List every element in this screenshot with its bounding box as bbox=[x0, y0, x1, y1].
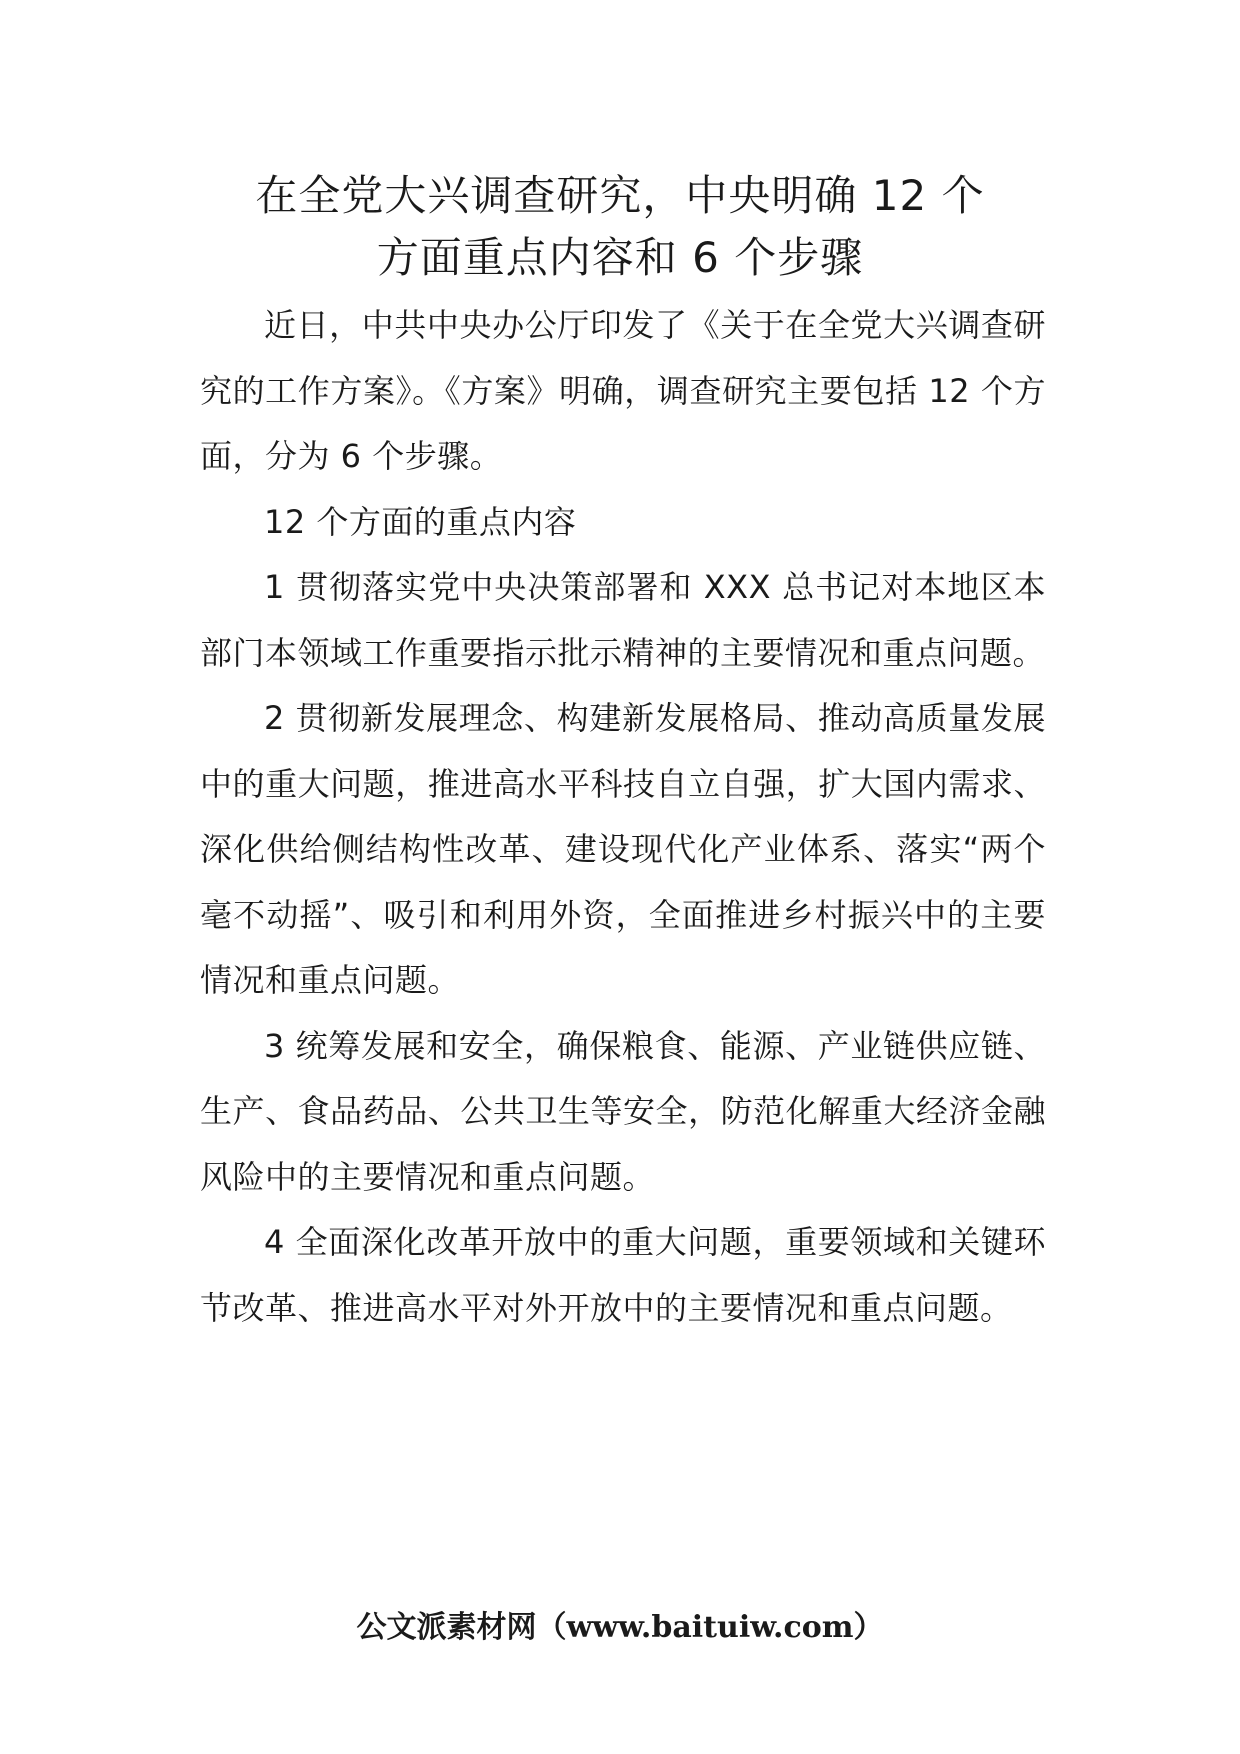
section-heading: 12 个方面的重点内容 bbox=[264, 502, 577, 541]
document-title bbox=[150, 165, 1090, 289]
list-item-4: 4 全面深化改革开放中的重大问题，重要领域和关键环节改革、推进高水平对外开放中的主要情况和重点问题。 bbox=[200, 1223, 1046, 1327]
list-item-3: 3 统筹发展和安全，确保粮食、能源、产业链供应链、生产、食品药品、公共卫生等安全，防范化解重大经济金融风险中的主要情况和重点问题。 bbox=[200, 1026, 1046, 1196]
footer-watermark: 公文派素材网（www.baituiw.com） bbox=[356, 1610, 884, 1645]
list-item-2: 2 贯彻新发展理念、构建新发展格局、推动高质量发展中的重大问题，推进高水平科技自立自强，扩大国内需求、深化供给侧结构性改革、建设现代化产业体系、落实“两个毫不动摇”、吸引和利用外资，全面推进乡村振兴中的主要情况和重点问题。 bbox=[200, 699, 1046, 999]
intro-paragraph: 近日，中共中央办公厅印发了《关于在全党大兴调查研究的工作方案》。《方案》明确，调查研究主要包括 12 个方面，分为 6 个步骤。 bbox=[200, 306, 1046, 475]
document-body bbox=[200, 293, 1046, 1341]
title-line-1: 在全党大兴调查研究，中央明确 12 个 bbox=[255, 171, 985, 220]
title-line-2: 方面重点内容和 6 个步骤 bbox=[376, 233, 864, 282]
list-item-1: 1 贯彻落实党中央决策部署和 XXX 总书记对本地区本部门本领域工作重要指示批示精神的主要情况和重点问题。 bbox=[200, 568, 1046, 672]
